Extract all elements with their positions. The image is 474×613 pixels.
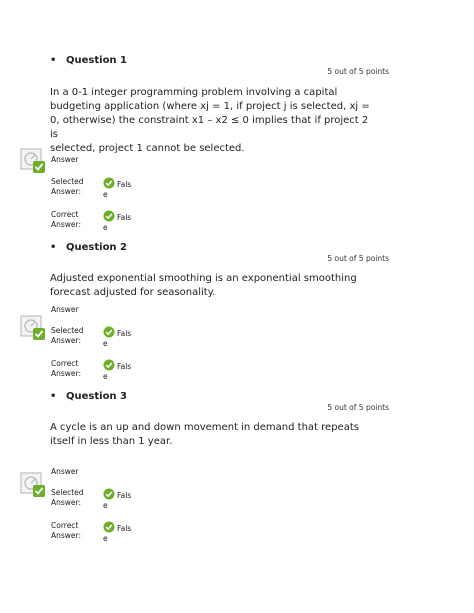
label-line: Correct [51, 359, 79, 368]
question-text-line: A cycle is an up and down movement in demand that repeats [50, 422, 359, 433]
question-2-title: Question 2 [66, 242, 127, 253]
question-1-header [50, 55, 127, 66]
selected-answer-value: Fals [117, 180, 132, 189]
label-line: Answer: [51, 369, 82, 378]
label-line: Answer: [51, 498, 82, 507]
question-1-title: Question 1 [66, 55, 127, 66]
question-text-line: Adjusted exponential smoothing is an exponential smoothing [50, 273, 357, 284]
selected-answer-value-wrap: e [103, 190, 108, 199]
selected-answer-value: Fals [117, 491, 132, 500]
bullet-icon: • [50, 242, 57, 253]
question-text-line: selected, project 1 cannot be selected. [50, 143, 245, 154]
green-check-icon [103, 210, 115, 222]
green-check-icon [103, 488, 115, 500]
green-check-icon [103, 521, 115, 533]
correct-answer-value-wrap: e [103, 372, 108, 381]
answer-label: Answer [51, 467, 79, 476]
label-line: Selected [51, 177, 84, 186]
label-line: Answer: [51, 336, 82, 345]
question-2-text [50, 272, 370, 300]
question-3-header [50, 391, 127, 402]
selected-answer-label [51, 488, 101, 508]
label-line: Selected [51, 488, 84, 497]
bullet-icon: • [50, 391, 57, 402]
correct-answer-value-wrap: e [103, 534, 108, 543]
green-check-icon [103, 326, 115, 338]
green-check-icon [103, 359, 115, 371]
selected-answer-label [51, 177, 101, 197]
question-3-points: 5 out of 5 points [327, 403, 389, 412]
selected-answer-value: Fals [117, 329, 132, 338]
label-line: Correct [51, 521, 79, 530]
label-line: Answer: [51, 187, 82, 196]
bullet-icon: • [50, 55, 57, 66]
question-2-points: 5 out of 5 points [327, 254, 389, 263]
question-3-text [50, 421, 370, 449]
selected-answer-value-wrap: e [103, 501, 108, 510]
correct-answer-value: Fals [117, 362, 132, 371]
question-text-line: itself in less than 1 year. [50, 436, 173, 447]
label-line: Correct [51, 210, 79, 219]
correct-answer-value: Fals [117, 213, 132, 222]
label-line: Answer: [51, 220, 82, 229]
question-1-points: 5 out of 5 points [327, 67, 389, 76]
correct-answer-label [51, 210, 101, 230]
answer-label: Answer [51, 155, 79, 164]
correct-answer-icon [20, 472, 46, 498]
label-line: Selected [51, 326, 84, 335]
correct-answer-icon [20, 148, 46, 174]
question-2-header [50, 242, 127, 253]
correct-answer-label [51, 521, 101, 541]
answer-label: Answer [51, 305, 79, 314]
question-text-line: forecast adjusted for seasonality. [50, 287, 216, 298]
correct-answer-value: Fals [117, 524, 132, 533]
correct-answer-icon [20, 315, 46, 341]
selected-answer-value-wrap: e [103, 339, 108, 348]
correct-answer-value-wrap: e [103, 223, 108, 232]
question-3-title: Question 3 [66, 391, 127, 402]
label-line: Answer: [51, 531, 82, 540]
question-1-text [50, 86, 370, 156]
selected-answer-label [51, 326, 101, 346]
green-check-icon [103, 177, 115, 189]
question-text-line: 0, otherwise) the constraint x1 – x2 ≤ 0 implies that if project 2 is [50, 115, 369, 140]
question-text-line: budgeting application (where xj = 1, if project j is selected, xj = [50, 101, 370, 112]
question-text-line: In a 0-1 integer programming problem involving a capital [50, 87, 338, 98]
correct-answer-label [51, 359, 101, 379]
